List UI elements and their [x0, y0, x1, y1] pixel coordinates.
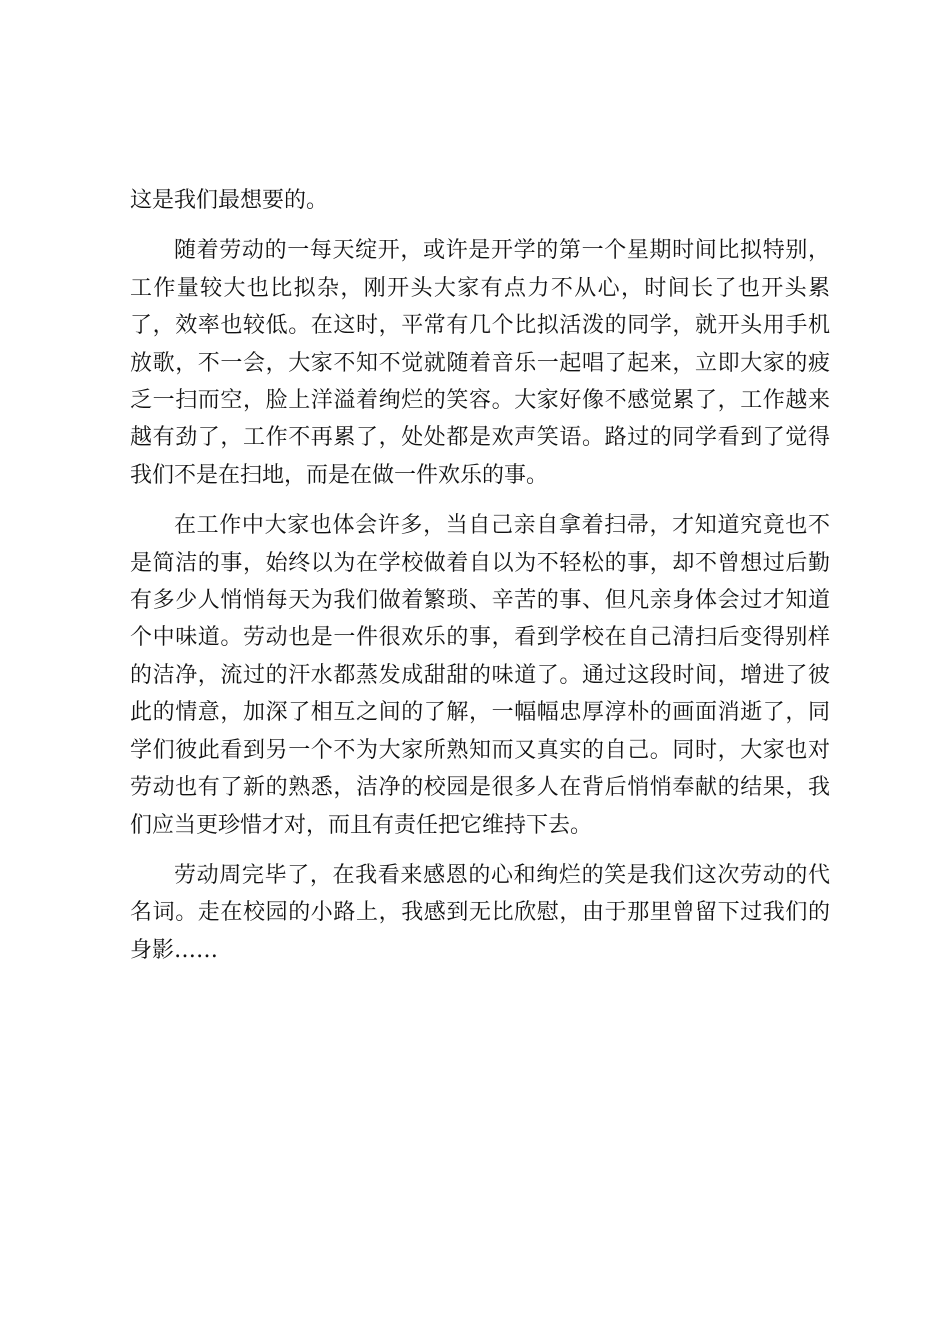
paragraph-3: 在工作中大家也体会许多，当自己亲自拿着扫帚，才知道究竟也不是简洁的事，始终以为在学校做着自以为不轻松的事，却不曾想过后勤有多少人悄悄每天为我们做着繁琐、辛苦的事、但凡亲身体会过才知道个中味道。劳动也是一件很欢乐的事，看到学校在自己清扫后变得别样的洁净，流过的汗水都蒸发成甜甜的味道了。通过这段时间，增进了彼此的情意，加深了相互之间的了解，一幅幅忠厚淳朴的画面消逝了，同学们彼此看到另一个不为大家所熟知而又真实的自己。同时，大家也对劳动也有了新的熟悉，洁净的校园是很多人在背后悄悄奉献的结果，我们应当更珍惜才对，而且有责任把它维持下去。: [130, 513, 830, 838]
paragraph-1: 这是我们最想要的。: [130, 188, 329, 213]
paragraph-2: 随着劳动的一每天绽开，或许是开学的第一个星期时间比拟特别，工作量较大也比拟杂，刚开头大家有点力不从心，时间长了也开头累了，效率也较低。在这时，平常有几个比拟活泼的同学，就开头用手机放歌，不一会，大家不知不觉就随着音乐一起唱了起来，立即大家的疲乏一扫而空，脸上洋溢着绚烂的笑容。大家好像不感觉累了，工作越来越有劲了，工作不再累了，处处都是欢声笑语。路过的同学看到了觉得我们不是在扫地，而是在做一件欢乐的事。: [130, 238, 830, 488]
paragraph-4: 劳动周完毕了，在我看来感恩的心和绚烂的笑是我们这次劳动的代名词。走在校园的小路上，我感到无比欣慰，由于那里曾留下过我们的身影……: [130, 862, 830, 963]
document-body: [130, 182, 830, 982]
